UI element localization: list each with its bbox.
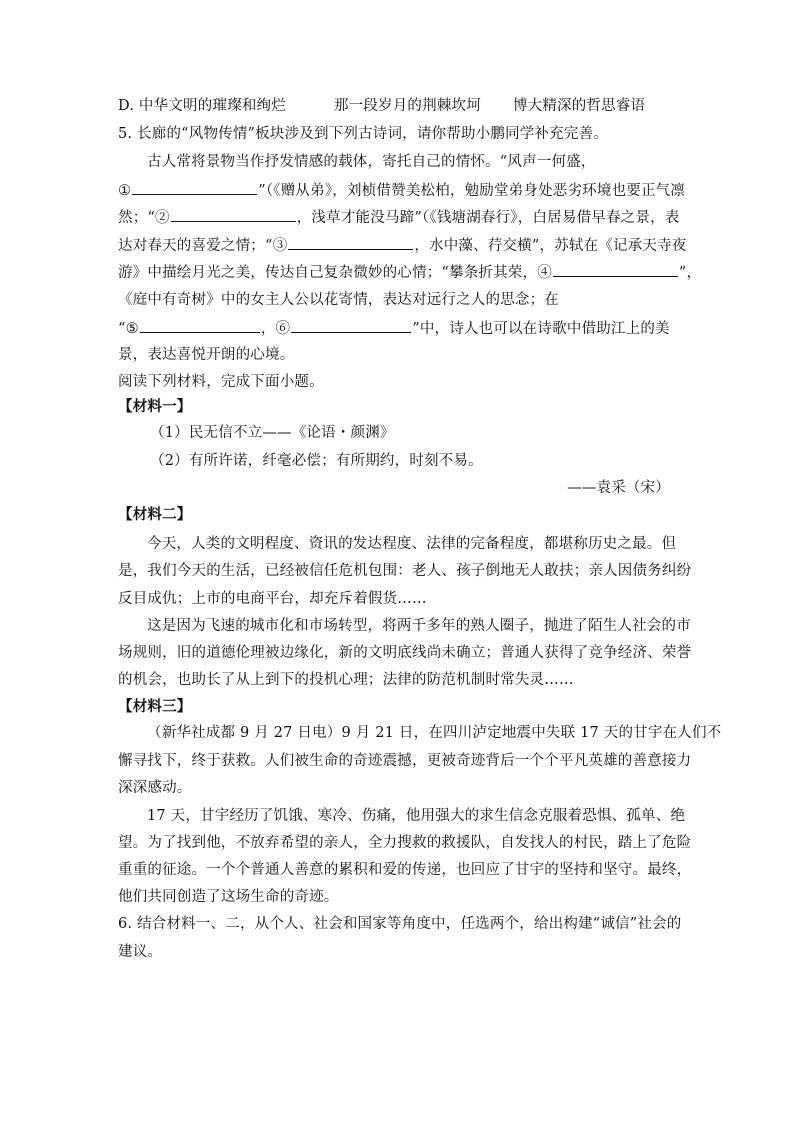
q5-line8: 景，表达喜悦开朗的心境。 <box>118 347 295 363</box>
blank-1 <box>132 180 257 195</box>
q6-line1: 6. 结合材料一、二，从个人、社会和国家等角度中，任选两个，给出构建“诚信”社会的 <box>118 916 682 932</box>
blank-2 <box>171 207 296 222</box>
material3-line: 17 天，甘宇经历了饥饿、寒冷、伤痛，他用强大的求生信念克服着恐惧、孤单、绝 <box>147 808 686 824</box>
blank-4 <box>553 262 678 277</box>
material1-source: ——袁采（宋） <box>567 480 670 496</box>
material3-line: （新华社成都 9 月 27 日电）9 月 21 日，在四川泸定地震中失联 17 天的甘宇在人们不 <box>147 725 722 741</box>
material2-line: 是，我们今天的生活，已经被信任危机包围：老人、孩子倒地无人敢扶；亲人因债务纠纷 <box>118 563 692 579</box>
blank-3 <box>288 235 413 250</box>
q5-line7-a: “⑤ <box>118 321 139 337</box>
q5-line5 <box>118 262 702 283</box>
q5-line4 <box>118 235 687 256</box>
reading-intro: 阅读下列材料，完成下面小题。 <box>118 374 324 390</box>
option-d-label: D. 中华文明的璀璨和绚烂 <box>118 98 286 114</box>
blank-6 <box>291 318 411 333</box>
blank-5 <box>140 318 260 333</box>
material2-line: 的机会，也助长了从上到下的投机心理；法律的防范机制时常失灵…… <box>118 672 574 688</box>
q5-title: 5. 长廊的“风物传情”板块涉及到下列古诗词，请你帮助小鹏同学补充完善。 <box>118 126 608 142</box>
material2-heading: 【材料二】 <box>118 506 192 523</box>
material1-item2: （2）有所许诺，纤毫必偿；有所期约，时刻不易。 <box>150 453 483 469</box>
option-d-part3: 博大精深的哲思睿语 <box>512 98 646 114</box>
material2-line: 场规则，旧的道德伦理被边缘化，新的文明底线尚未确立；普通人获得了竞争经济、荣誉 <box>118 645 692 661</box>
material2-line: 这是因为飞速的城市化和市场转型，将两千多年的熟人圈子，抛进了陌生人社会的市 <box>147 618 691 634</box>
option-d-line <box>118 96 678 116</box>
q5-line5-b: ”， <box>678 265 702 281</box>
material2-line: 今天，人类的文明程度、资讯的发达程度、法律的完备程度，都堪称历史之最。但 <box>147 536 677 552</box>
material3-line: 深深感动。 <box>118 780 192 796</box>
material3-line: 望。为了找到他，不放弃希望的亲人，全力搜救的救援队，自发找人的村民，踏上了危险 <box>118 835 692 851</box>
blank-marker-1: ① <box>118 183 132 199</box>
option-d-part2: 那一段岁月的荆棘坎坷 <box>333 98 481 114</box>
material1-item1: （1）民无信不立——《论语・颜渊》 <box>150 425 395 441</box>
q5-line3-b: ，浅草才能没马蹄”（《钱塘湖春行》，白居易借早春之景，表 <box>296 210 680 226</box>
material3-line: 重重的征途。一个个普通人善意的累积和爱的传递，也回应了甘宇的坚持和坚守。最终， <box>118 862 692 878</box>
material3-line: 他们共同创造了这场生命的奇迹。 <box>118 889 339 905</box>
material3-line: 懈寻找下，终于获救。人们被生命的奇迹震撼，更被奇迹背后一个个平凡英雄的善意接力 <box>118 753 692 769</box>
q5-line3-a: 然；“② <box>118 210 170 226</box>
q5-line1: 古人常将景物当作抒发情感的载体，寄托自己的情怀。“风声一何盛， <box>147 154 596 170</box>
q5-line5-a: 游》中描绘月光之美，传达自己复杂微妙的心情；“攀条折其荣，④ <box>118 265 552 281</box>
q5-line3 <box>118 207 678 228</box>
q5-line2-text: ”（《赠从弟》，刘桢借赞美松柏，勉励堂弟身处恶劣环境也要正气凛 <box>258 183 686 199</box>
q5-line4-a: 达对春天的喜爱之情；“③ <box>118 238 288 254</box>
q5-line4-b: ，水中藻、荇交横”，苏轼在《记承天寺夜 <box>414 238 687 254</box>
material3-heading: 【材料三】 <box>118 698 192 715</box>
q5-line6: 《庭中有奇树》中的女主人公以花寄情，表达对远行之人的思念；在 <box>118 292 559 308</box>
q6-line2: 建议。 <box>118 944 163 960</box>
material2-line: 反目成仇；上市的电商平台，却充斥着假货…… <box>118 591 427 607</box>
q5-line2 <box>118 180 686 201</box>
q5-line7-c: ”中，诗人也可以在诗歌中借助江上的美 <box>412 321 670 337</box>
q5-line7-b: ，⑥ <box>260 321 291 337</box>
q5-line7 <box>118 318 678 339</box>
material1-heading: 【材料一】 <box>118 398 192 415</box>
